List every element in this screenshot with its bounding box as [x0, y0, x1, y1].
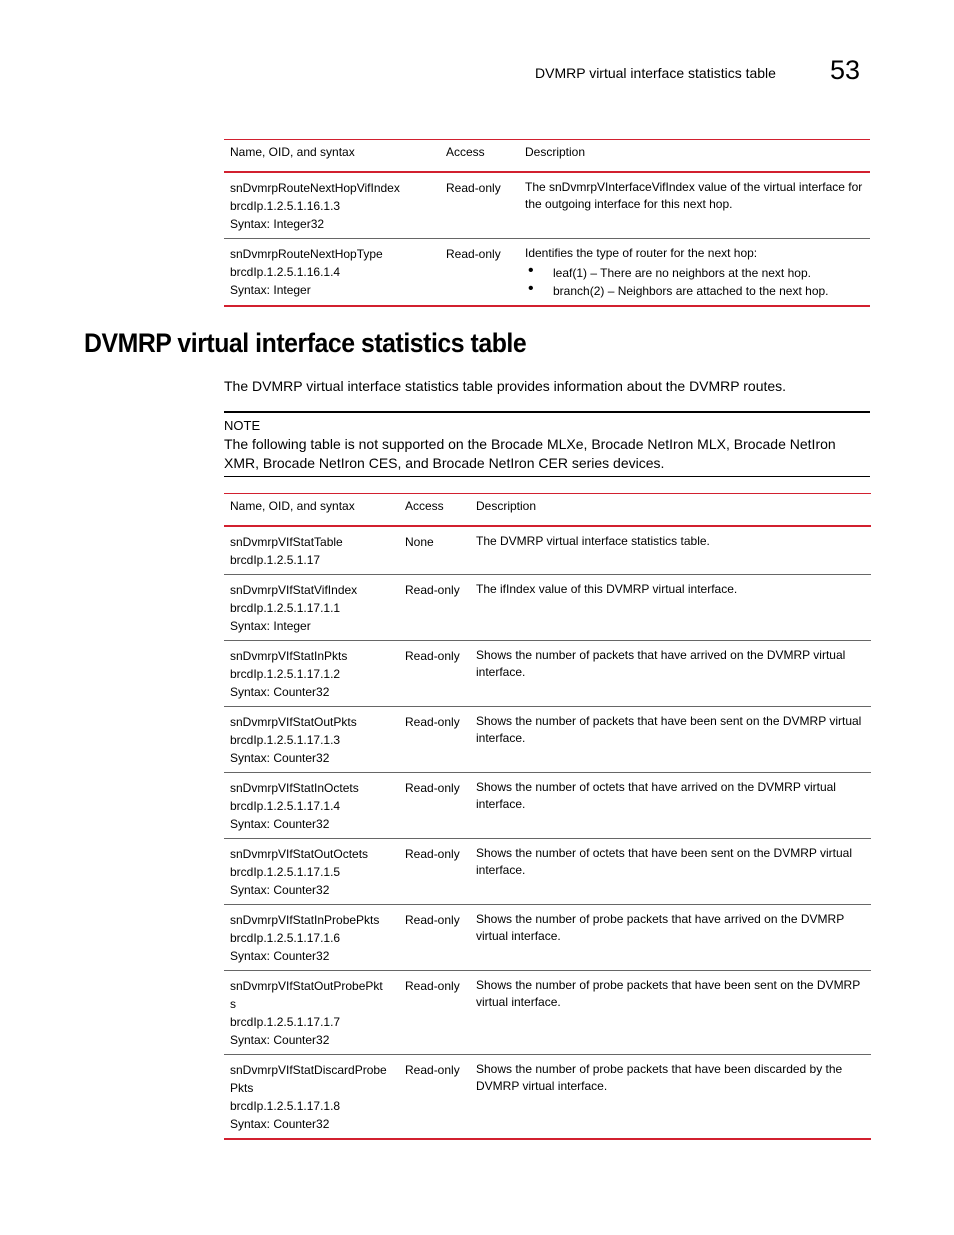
name-oid-line: brcdIp.1.2.5.1.17 [230, 553, 321, 567]
table-row [224, 172, 870, 239]
name-oid-line: Syntax: Counter32 [230, 949, 330, 963]
name-oid-cell [224, 773, 399, 839]
table-row [224, 575, 871, 641]
column-header-name: Name, OID, and syntax [224, 140, 440, 173]
description-cell [470, 707, 871, 773]
name-oid-line: brcdIp.1.2.5.1.17.1.3 [230, 733, 341, 747]
description-text: Identifies the type of router for the next hop: [525, 246, 758, 260]
description-cell [470, 575, 871, 641]
name-oid-cell [224, 707, 399, 773]
name-oid-line: brcdIp.1.2.5.1.17.1.7 [230, 1015, 341, 1029]
name-oid-line: brcdIp.1.2.5.1.17.1.8 [230, 1099, 341, 1113]
section-intro: The DVMRP virtual interface statistics table provides information about the DVMRP routes. [224, 378, 787, 394]
name-oid-line: Syntax: Counter32 [230, 685, 330, 699]
name-oid-line: snDvmrpVIfStatOutOctets [230, 847, 369, 861]
running-header-title: DVMRP virtual interface statistics table [535, 65, 776, 81]
name-oid-line: Syntax: Counter32 [230, 1117, 330, 1131]
column-header-access: Access [440, 140, 519, 173]
description-cell [470, 773, 871, 839]
name-oid-line: Syntax: Integer32 [230, 217, 325, 231]
next-hop-table [224, 139, 870, 307]
description-text: Shows the number of packets that have been sent on the DVMRP virtual interface. [476, 714, 862, 745]
description-text: The DVMRP virtual interface statistics table. [476, 534, 710, 548]
description-text: Shows the number of probe packets that have arrived on the DVMRP virtual interface. [476, 912, 844, 943]
description-text: Shows the number of octets that have arrived on the DVMRP virtual interface. [476, 780, 836, 811]
name-oid-line: Pkts [230, 1081, 254, 1095]
description-text: The ifIndex value of this DVMRP virtual interface. [476, 582, 738, 596]
name-oid-cell [224, 239, 440, 307]
table-row [224, 1055, 871, 1140]
name-oid-line: Syntax: Counter32 [230, 1033, 330, 1047]
name-oid-line: snDvmrpVIfStatVifIndex [230, 583, 358, 597]
name-oid-line: s [230, 997, 236, 1011]
name-oid-cell [224, 526, 399, 575]
name-oid-cell [224, 172, 440, 239]
name-oid-cell [224, 971, 399, 1055]
name-oid-line: brcdIp.1.2.5.1.17.1.4 [230, 799, 341, 813]
access-cell: Read-only [399, 1055, 470, 1140]
name-oid-line: brcdIp.1.2.5.1.16.1.4 [230, 265, 341, 279]
vif-stat-table [224, 493, 871, 1140]
name-oid-cell [224, 1055, 399, 1140]
bullet-item: • leaf(1) – There are no neighbors at the next hop. [525, 264, 864, 282]
bullet-item: • branch(2) – Neighbors are attached to the next hop. [525, 282, 864, 300]
column-header-description: Description [470, 494, 871, 527]
table-header-row [224, 140, 870, 173]
name-oid-line: snDvmrpRouteNextHopVifIndex [230, 181, 400, 195]
name-oid-cell [224, 575, 399, 641]
access-cell: None [399, 526, 470, 575]
name-oid-cell [224, 905, 399, 971]
description-text: Shows the number of packets that have arrived on the DVMRP virtual interface. [476, 648, 846, 679]
table-row [224, 526, 871, 575]
section-heading: DVMRP virtual interface statistics table [84, 328, 527, 358]
access-cell: Read-only [399, 839, 470, 905]
description-text: Shows the number of probe packets that have been sent on the DVMRP virtual interface. [476, 978, 861, 1009]
table-row [224, 905, 871, 971]
description-cell [470, 1055, 871, 1140]
description-text: Shows the number of octets that have been sent on the DVMRP virtual interface. [476, 846, 852, 877]
note-box [224, 411, 870, 477]
description-text: The snDvmrpVInterfaceVifIndex value of the virtual interface for the outgoing interface for this next hop. [525, 180, 863, 211]
table-row [224, 839, 871, 905]
access-cell: Read-only [440, 239, 519, 307]
table-row [224, 971, 871, 1055]
note-text: The following table is not supported on the Brocade MLXe, Brocade NetIron MLX, Brocade NetIron XMR, Brocade NetIron CES, and Brocade NetIron CER series devices. [224, 436, 836, 471]
name-oid-line: snDvmrpVIfStatInPkts [230, 649, 348, 663]
name-oid-line: Syntax: Integer [230, 283, 311, 297]
table-row [224, 707, 871, 773]
access-cell: Read-only [399, 773, 470, 839]
chapter-number: 53 [830, 55, 861, 85]
name-oid-line: snDvmrpVIfStatOutProbePkt [230, 979, 383, 993]
description-cell [519, 172, 870, 239]
name-oid-line: Syntax: Counter32 [230, 751, 330, 765]
access-cell: Read-only [440, 172, 519, 239]
description-cell [470, 641, 871, 707]
name-oid-line: snDvmrpVIfStatTable [230, 535, 343, 549]
description-cell [470, 905, 871, 971]
name-oid-line: brcdIp.1.2.5.1.17.1.5 [230, 865, 341, 879]
name-oid-line: Syntax: Integer [230, 619, 311, 633]
name-oid-line: brcdIp.1.2.5.1.17.1.2 [230, 667, 341, 681]
access-cell: Read-only [399, 905, 470, 971]
column-header-description: Description [519, 140, 870, 173]
description-cell [470, 526, 871, 575]
note-label: NOTE [224, 418, 261, 433]
description-cell [470, 839, 871, 905]
access-cell: Read-only [399, 641, 470, 707]
table-row [224, 773, 871, 839]
access-cell: Read-only [399, 707, 470, 773]
column-header-access: Access [399, 494, 470, 527]
name-oid-line: brcdIp.1.2.5.1.16.1.3 [230, 199, 341, 213]
access-cell: Read-only [399, 575, 470, 641]
description-cell [519, 239, 870, 307]
column-header-name: Name, OID, and syntax [224, 494, 399, 527]
name-oid-line: snDvmrpVIfStatInProbePkts [230, 913, 380, 927]
name-oid-line: Syntax: Counter32 [230, 883, 330, 897]
name-oid-line: snDvmrpVIfStatOutPkts [230, 715, 357, 729]
name-oid-cell [224, 641, 399, 707]
name-oid-line: brcdIp.1.2.5.1.17.1.1 [230, 601, 341, 615]
table-header-row [224, 494, 871, 527]
name-oid-cell [224, 839, 399, 905]
description-cell [470, 971, 871, 1055]
name-oid-line: snDvmrpVIfStatInOctets [230, 781, 359, 795]
bullet-list [525, 264, 864, 300]
name-oid-line: brcdIp.1.2.5.1.17.1.6 [230, 931, 341, 945]
name-oid-line: snDvmrpVIfStatDiscardProbe [230, 1063, 387, 1077]
table-row [224, 239, 870, 307]
table-row [224, 641, 871, 707]
name-oid-line: Syntax: Counter32 [230, 817, 330, 831]
description-text: Shows the number of probe packets that have been discarded by the DVMRP virtual interface. [476, 1062, 843, 1093]
access-cell: Read-only [399, 971, 470, 1055]
name-oid-line: snDvmrpRouteNextHopType [230, 247, 383, 261]
